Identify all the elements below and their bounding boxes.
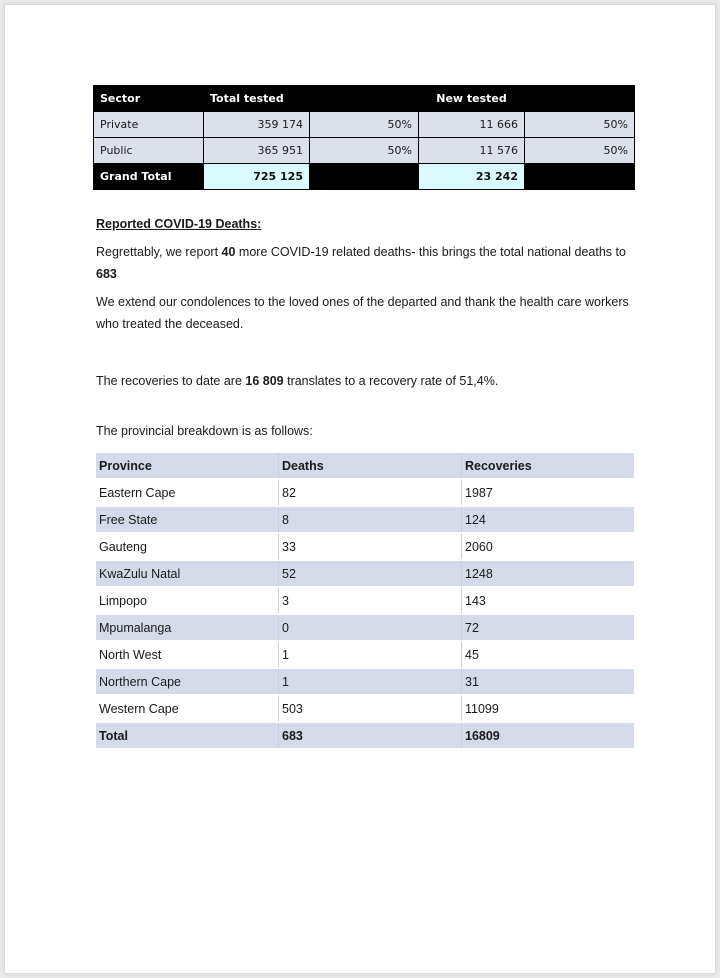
deaths-paragraph: [96, 241, 636, 285]
recoveries-text-suffix: translates to a recovery rate of 51,4%.: [283, 374, 499, 388]
province-deaths: 0: [279, 614, 462, 641]
province-recoveries: 1248: [462, 560, 635, 587]
total-label: Total: [96, 722, 279, 749]
sector-cell: Public: [94, 138, 204, 164]
total-tested-cell: 365 951: [204, 138, 310, 164]
testing-row-private: [94, 112, 635, 138]
province-name: North West: [96, 641, 279, 668]
deaths-text-middle: more COVID-19 related deaths- this brings the total national deaths to: [235, 245, 626, 259]
province-deaths: 1: [279, 641, 462, 668]
testing-row-grand-total: [94, 164, 635, 190]
grand-total-empty-cell: [310, 164, 419, 190]
table-row: [96, 506, 634, 533]
table-row: [96, 533, 634, 560]
total-recoveries: 16809: [462, 722, 635, 749]
grand-total-empty-cell: [525, 164, 635, 190]
new-pct-cell: 50%: [525, 138, 635, 164]
province-recoveries: 31: [462, 668, 635, 695]
table-row: [96, 479, 634, 506]
province-name: Eastern Cape: [96, 479, 279, 506]
header-total-pct: [310, 86, 419, 112]
province-deaths: 503: [279, 695, 462, 722]
header-total-tested: Total tested: [204, 86, 310, 112]
province-name: Limpopo: [96, 587, 279, 614]
table-row: [96, 668, 634, 695]
table-row: [96, 614, 634, 641]
new-pct-cell: 50%: [525, 112, 635, 138]
province-name: Free State: [96, 506, 279, 533]
deaths-text-prefix: Regrettably, we report: [96, 245, 222, 259]
province-deaths: 52: [279, 560, 462, 587]
province-recoveries: 1987: [462, 479, 635, 506]
total-deaths-count: 683: [96, 267, 117, 281]
header-deaths: Deaths: [279, 453, 462, 479]
province-name: Gauteng: [96, 533, 279, 560]
header-sector: Sector: [94, 86, 204, 112]
total-tested-cell: 359 174: [204, 112, 310, 138]
province-deaths: 1: [279, 668, 462, 695]
grand-total-label: Grand Total: [94, 164, 204, 190]
header-new-pct: [525, 86, 635, 112]
table-row: [96, 560, 634, 587]
table-row: [96, 641, 634, 668]
recoveries-text-prefix: The recoveries to date are: [96, 374, 246, 388]
province-deaths: 33: [279, 533, 462, 560]
province-recoveries: 11099: [462, 695, 635, 722]
province-name: Mpumalanga: [96, 614, 279, 641]
province-total-row: [96, 722, 634, 749]
table-row: [96, 587, 634, 614]
table-row: [96, 695, 634, 722]
header-province: Province: [96, 453, 279, 479]
recoveries-paragraph: [96, 370, 636, 392]
province-name: Northern Cape: [96, 668, 279, 695]
total-pct-cell: 50%: [310, 138, 419, 164]
document-page: [4, 4, 716, 974]
testing-header-row: [94, 86, 635, 112]
province-recoveries: 143: [462, 587, 635, 614]
province-deaths: 3: [279, 587, 462, 614]
grand-total-tested: 725 125: [204, 164, 310, 190]
province-name: Western Cape: [96, 695, 279, 722]
provincial-breakdown-table: [96, 453, 634, 750]
total-deaths: 683: [279, 722, 462, 749]
testing-summary-table: [93, 85, 635, 190]
testing-row-public: [94, 138, 635, 164]
province-name: KwaZulu Natal: [96, 560, 279, 587]
province-deaths: 8: [279, 506, 462, 533]
grand-total-new: 23 242: [419, 164, 525, 190]
header-new-tested: New tested: [419, 86, 525, 112]
total-pct-cell: 50%: [310, 112, 419, 138]
deaths-heading: Reported COVID-19 Deaths:: [96, 217, 262, 231]
sector-cell: Private: [94, 112, 204, 138]
header-recoveries: Recoveries: [462, 453, 635, 479]
new-tested-cell: 11 666: [419, 112, 525, 138]
new-deaths-count: 40: [221, 245, 236, 259]
province-recoveries: 45: [462, 641, 635, 668]
province-recoveries: 124: [462, 506, 635, 533]
new-tested-cell: 11 576: [419, 138, 525, 164]
recoveries-count: 16 809: [245, 374, 284, 388]
condolences-paragraph: We extend our condolences to the loved ones of the departed and thank the health care workers who treated the deceased.: [96, 295, 629, 331]
province-recoveries: 2060: [462, 533, 635, 560]
province-header-row: [96, 453, 634, 479]
breakdown-intro: The provincial breakdown is as follows:: [96, 424, 313, 438]
province-deaths: 82: [279, 479, 462, 506]
province-recoveries: 72: [462, 614, 635, 641]
